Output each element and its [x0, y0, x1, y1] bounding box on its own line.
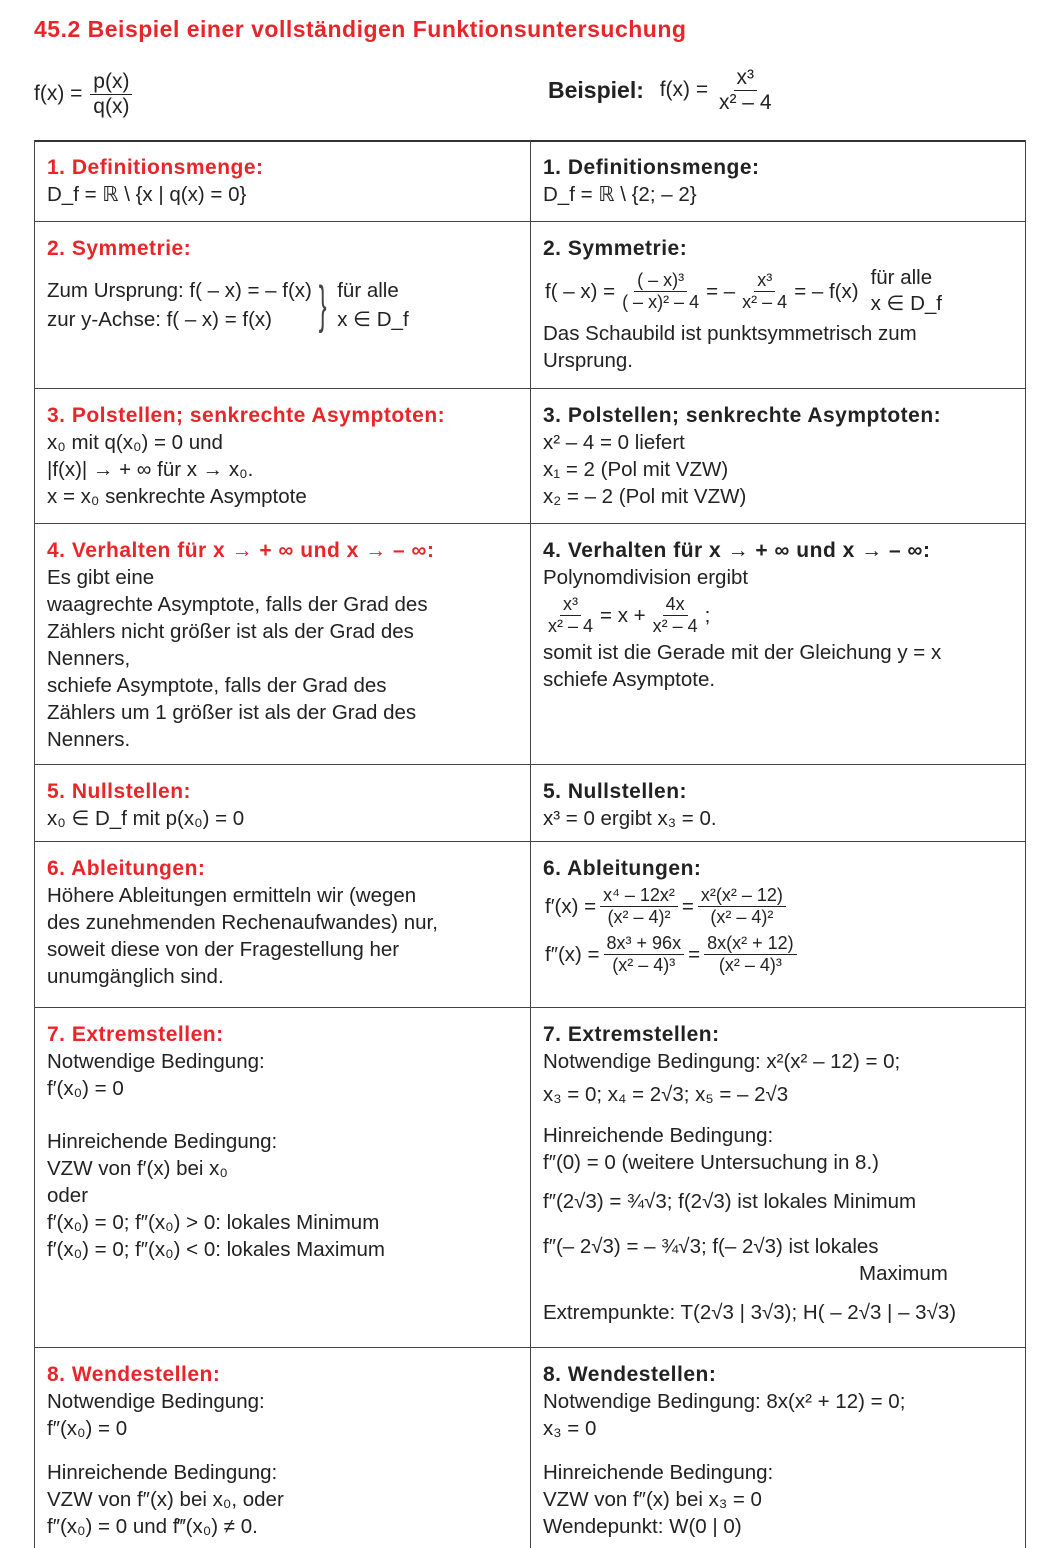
fraction: [545, 594, 596, 636]
text-line: Zählers um 1 größer ist als der Grad des: [47, 701, 417, 724]
fraction-numerator: x⁴ – 12x²: [600, 885, 678, 907]
general-cell: [34, 523, 531, 764]
equation-part: = –: [706, 279, 736, 303]
text-line: f′(x₀) = 0; f″(x₀) > 0: lokales Minimum: [47, 1211, 380, 1234]
fraction-numerator: x²(x² – 12): [698, 885, 786, 907]
text-line: Wendepunkt: W(0 | 0): [543, 1515, 742, 1538]
example-cell: [531, 221, 1026, 388]
text-line: Hinreichende Bedingung:: [47, 1130, 278, 1153]
section-heading: 1. Definitionsmenge:: [543, 156, 760, 179]
fraction-numerator: p(x): [90, 70, 132, 95]
section-heading: 7. Extremstellen:: [47, 1023, 224, 1046]
table-row-ableitungen: [34, 841, 1026, 1008]
text-line: Hinreichende Bedingung:: [543, 1124, 774, 1147]
fraction-denominator: (x² – 4)²: [607, 906, 671, 927]
text-line: x² – 4 = 0 liefert: [543, 431, 685, 454]
fraction-numerator: 8x³ + 96x: [604, 933, 685, 955]
general-function-formula: [34, 70, 134, 119]
text-line: Das Schaubild ist punktsymmetrisch zum: [543, 322, 917, 345]
symmetry-equation: [543, 265, 1015, 317]
general-cell: [34, 221, 531, 388]
text-line: schiefe Asymptote, falls der Grad des: [47, 674, 387, 697]
text-line: Hinreichende Bedingung:: [543, 1461, 774, 1484]
text-line: x₁ = 2 (Pol mit VZW): [543, 458, 729, 481]
section-heading: 5. Nullstellen:: [543, 780, 688, 803]
table-row-polstellen: [34, 388, 1026, 524]
text-line: D_f = ℝ \ {x | q(x) = 0}: [47, 183, 247, 206]
table-row-extremstellen: [34, 1007, 1026, 1348]
section-heading: 2. Symmetrie:: [543, 237, 688, 260]
fraction-numerator: x³: [734, 66, 758, 91]
text-line: Nenners.: [47, 728, 131, 751]
general-cell: [34, 1007, 531, 1347]
example-cell: [531, 388, 1026, 523]
formula-fraction: [716, 66, 775, 115]
fraction-numerator: x³: [754, 270, 775, 292]
table-row-verhalten: [34, 523, 1026, 765]
fraction: [739, 270, 790, 312]
text-line: x ∈ D_f: [337, 308, 409, 331]
equation-part: = – f(x): [794, 279, 859, 303]
text-line: somit ist die Gerade mit der Gleichung y = x: [543, 641, 942, 665]
text-line: f′(x₀) = 0: [47, 1077, 124, 1100]
text-line: f″(2√3) = ¾√3; f(2√3) ist lokales Minimum: [543, 1190, 917, 1213]
section-heading: 6. Ableitungen:: [543, 857, 702, 880]
text-line: VZW von f″(x) bei x₃ = 0: [543, 1488, 762, 1511]
formula-fraction: [90, 70, 132, 119]
fraction-denominator: x² – 4: [548, 615, 594, 636]
example-cell: [531, 841, 1026, 1007]
fraction: [698, 885, 786, 927]
section-heading: 5. Nullstellen:: [47, 780, 192, 803]
text-line: für alle: [337, 279, 399, 302]
text-line: waagrechte Asymptote, falls der Grad des: [47, 593, 428, 616]
example-cell: [531, 1347, 1026, 1548]
text-line: Ursprung.: [543, 349, 634, 372]
section-heading: 8. Wendestellen:: [47, 1363, 221, 1386]
fraction-numerator: 4x: [663, 594, 688, 616]
section-heading: 1. Definitionsmenge:: [47, 156, 264, 179]
section-heading: 2. Symmetrie:: [47, 237, 192, 260]
general-cell: [34, 764, 531, 841]
fraction-numerator: 8x(x² + 12): [704, 933, 797, 955]
text-line: Notwendige Bedingung: 8x(x² + 12) = 0;: [543, 1390, 906, 1413]
text-line: VZW von f″(x) bei x₀, oder: [47, 1488, 284, 1511]
table-row-symmetrie: [34, 221, 1026, 389]
condition-block: [871, 265, 942, 317]
formula-lhs: f(x) =: [659, 78, 709, 102]
equation-part: f″(x) =: [545, 943, 600, 967]
first-derivative-equation: [543, 885, 1015, 927]
text-line: soweit diese von der Fragestellung her: [47, 938, 400, 961]
text-line: x₂ = – 2 (Pol mit VZW): [543, 485, 747, 508]
fraction: [604, 933, 685, 975]
general-cell: [34, 140, 531, 221]
general-cell: [34, 1347, 531, 1548]
equation-part: =: [681, 894, 694, 918]
text-line: Maximum: [859, 1262, 948, 1285]
text-line: Höhere Ableitungen ermitteln wir (wegen: [47, 884, 417, 907]
text-line: oder: [47, 1184, 89, 1207]
curly-brace-icon: }: [318, 276, 327, 334]
text-line: f″(– 2√3) = – ¾√3; f(– 2√3) ist lokales: [543, 1235, 879, 1258]
fraction-denominator: ( – x)² – 4: [622, 291, 700, 312]
text-line: f″(0) = 0 (weitere Untersuchung in 8.): [543, 1151, 879, 1174]
text-line: x₀ mit q(x₀) = 0 und: [47, 431, 223, 454]
example-label: Beispiel:: [548, 77, 644, 104]
text-line: Zählers nicht größer ist als der Grad des: [47, 620, 414, 643]
text-line: zur y-Achse: f( – x) = f(x): [47, 308, 272, 331]
text-line: Es gibt eine: [47, 566, 155, 589]
table-row-nullstellen: [34, 764, 1026, 842]
section-heading: 8. Wendestellen:: [543, 1363, 717, 1386]
equation-part: =: [688, 943, 701, 967]
fraction-denominator: x² – 4: [718, 91, 772, 115]
text-line: Zum Ursprung: f( – x) = – f(x): [47, 279, 312, 302]
fraction-denominator: q(x): [93, 95, 130, 119]
fraction: [704, 933, 797, 975]
fraction-denominator: x² – 4: [742, 291, 788, 312]
text-line: x₃ = 0: [543, 1417, 597, 1440]
example-cell: [531, 764, 1026, 841]
fraction: [600, 885, 678, 927]
text-line: Notwendige Bedingung:: [47, 1390, 265, 1413]
section-heading: 3. Polstellen; senkrechte Asymptoten:: [47, 404, 446, 427]
fraction: [650, 594, 701, 636]
fraction: [619, 270, 702, 312]
equation-part: f′(x) =: [545, 894, 597, 918]
equation-part: f( – x) =: [545, 279, 616, 303]
text-line: x = x₀ senkrechte Asymptote: [47, 485, 307, 508]
table-row-wendestellen: [34, 1347, 1026, 1548]
section-heading: 4. Verhalten für x → + ∞ und x → – ∞:: [47, 539, 435, 562]
polynomial-division-equation: [543, 594, 1015, 636]
text-line: f′(x₀) = 0; f″(x₀) < 0: lokales Maximum: [47, 1238, 385, 1261]
text-line: Polynomdivision ergibt: [543, 566, 749, 589]
fraction-denominator: x² – 4: [652, 615, 698, 636]
text-line: Notwendige Bedingung:: [47, 1050, 265, 1073]
text-line: |f(x)| → + ∞ für x → x₀.: [47, 458, 254, 481]
text-line: D_f = ℝ \ {2; – 2}: [543, 183, 697, 206]
formula-lhs: f(x) =: [34, 82, 83, 106]
text-line: Extrempunkte: T(2√3 | 3√3); H( – 2√3 | – 3√3): [543, 1301, 957, 1324]
general-cell: [34, 388, 531, 523]
text-line: unumgänglich sind.: [47, 965, 224, 988]
fraction-numerator: x³: [560, 594, 581, 616]
text-line: VZW von f′(x) bei x₀: [47, 1157, 228, 1180]
equation-part: = x +: [600, 603, 646, 627]
section-heading: 6. Ableitungen:: [47, 857, 206, 880]
equation-part: ;: [704, 603, 711, 627]
text-line: Notwendige Bedingung: x²(x² – 12) = 0;: [543, 1050, 901, 1073]
example-cell: [531, 1007, 1026, 1347]
fraction-denominator: (x² – 4)³: [718, 955, 782, 976]
page-title: 45.2 Beispiel einer vollständigen Funktionsuntersuchung: [34, 16, 687, 42]
text-line: x₀ ∈ D_f mit p(x₀) = 0: [47, 807, 245, 830]
text-line: des zunehmenden Rechenaufwandes) nur,: [47, 911, 438, 934]
second-derivative-equation: [543, 933, 1015, 975]
fraction-denominator: (x² – 4)³: [612, 955, 676, 976]
fraction-numerator: ( – x)³: [634, 270, 687, 292]
text-line: für alle: [870, 266, 933, 289]
text-line: f″(x₀) = 0: [47, 1417, 128, 1440]
text-line: x₃ = 0; x₄ = 2√3; x₅ = – 2√3: [543, 1083, 789, 1106]
example-cell: [531, 523, 1026, 764]
general-cell: [34, 841, 531, 1007]
text-line: Hinreichende Bedingung:: [47, 1461, 278, 1484]
text-line: x³ = 0 ergibt x₃ = 0.: [543, 807, 717, 830]
section-heading: 4. Verhalten für x → + ∞ und x → – ∞:: [543, 539, 931, 562]
fraction-denominator: (x² – 4)²: [710, 906, 774, 927]
example-function-formula: [548, 66, 777, 115]
text-line: schiefe Asymptote.: [543, 668, 716, 692]
section-heading: 7. Extremstellen:: [543, 1023, 720, 1046]
section-heading: 3. Polstellen; senkrechte Asymptoten:: [543, 404, 942, 427]
symmetry-conditions: [47, 276, 520, 334]
table-row-definitionsmenge: [34, 140, 1026, 222]
text-line: Nenners,: [47, 647, 131, 670]
example-cell: [531, 140, 1026, 221]
text-line: f″(x₀) = 0 und f‴(x₀) ≠ 0.: [47, 1515, 258, 1538]
text-line: x ∈ D_f: [870, 292, 942, 315]
